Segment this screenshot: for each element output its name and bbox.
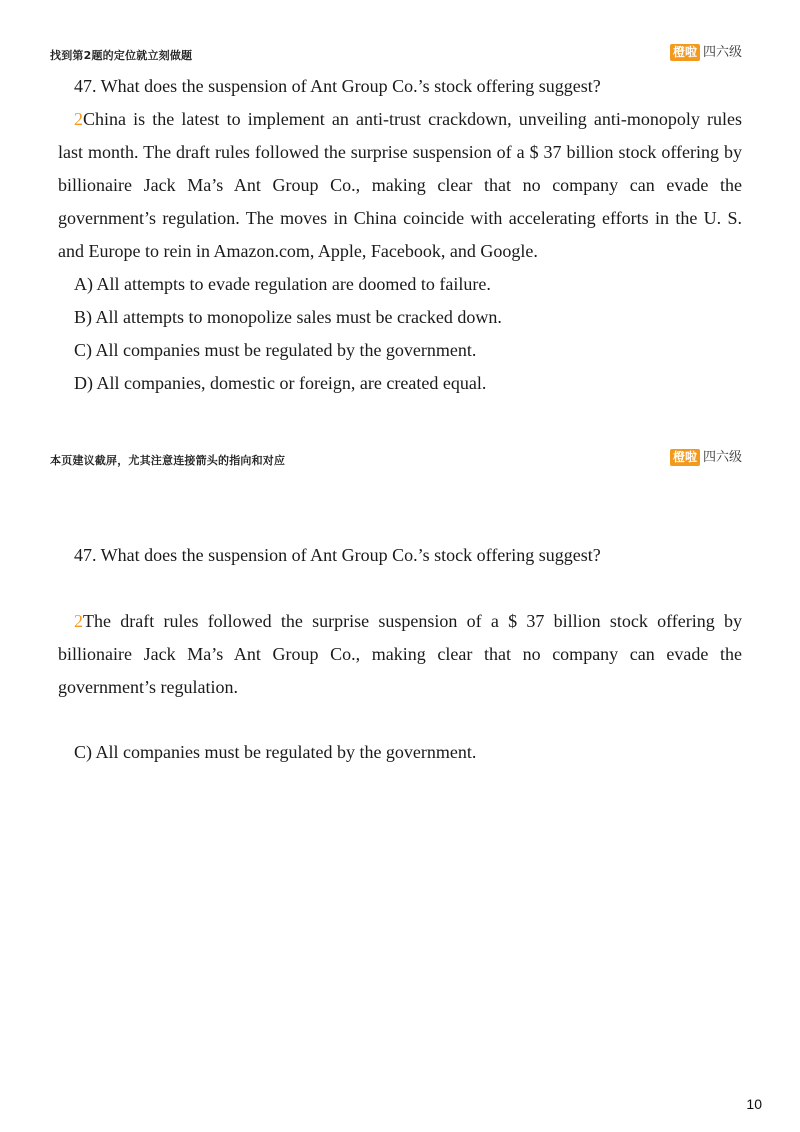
answer-option: C) All companies must be regulated by the government.: [74, 742, 477, 762]
question-text: 47. What does the suspension of Ant Group Co.’s stock offering suggest?: [74, 545, 601, 565]
question-text: 47. What does the suspension of Ant Group Co.’s stock offering suggest?: [74, 76, 601, 96]
brand-logo: [670, 449, 742, 466]
option-a: A) All attempts to evade regulation are doomed to failure.: [74, 274, 491, 294]
passage-text: [58, 103, 742, 268]
answer-block: [58, 736, 742, 769]
option-b: B) All attempts to monopolize sales must be cracked down.: [74, 307, 502, 327]
header-note: 找到第2题的定位就立刻做题: [50, 49, 193, 62]
evidence-body: The draft rules followed the surprise suspension of a $ 37 billion stock offering by billionaire Jack Ma’s Ant Group Co., making clear that no company can evade the government’s regulation.: [58, 611, 742, 697]
brand-logo: [670, 44, 742, 61]
brand-logo-text: 四六级: [702, 450, 742, 465]
paragraph-marker: 2: [74, 109, 83, 129]
passage-body: China is the latest to implement an anti-trust crackdown, unveiling anti-monopoly rules last month. The draft rules followed the surprise suspension of a $ 37 billion stock offering by billionaire Jack Ma’s Ant Group Co., making clear that no company can evade the government’s regulation. The moves in China coincide with accelerating efforts in the U. S. and Europe to rein in Amazon.com, Apple, Facebook, and Google.: [58, 109, 742, 261]
question-block-bottom: [58, 539, 742, 572]
evidence-text: [58, 605, 742, 704]
option-d: D) All companies, domestic or foreign, are created equal.: [74, 373, 487, 393]
brand-logo-text: 四六级: [702, 45, 742, 60]
brand-logo-box: 橙啦: [670, 44, 700, 61]
evidence-block: [58, 605, 742, 704]
brand-logo-box: 橙啦: [670, 449, 700, 466]
page-number: 10: [746, 1096, 762, 1112]
question-block-top: [58, 70, 742, 400]
option-c: C) All companies must be regulated by the government.: [74, 340, 477, 360]
paragraph-marker: 2: [74, 611, 83, 631]
screenshot-note: 本页建议截屏，尤其注意连接箭头的指向和对应: [50, 454, 286, 467]
